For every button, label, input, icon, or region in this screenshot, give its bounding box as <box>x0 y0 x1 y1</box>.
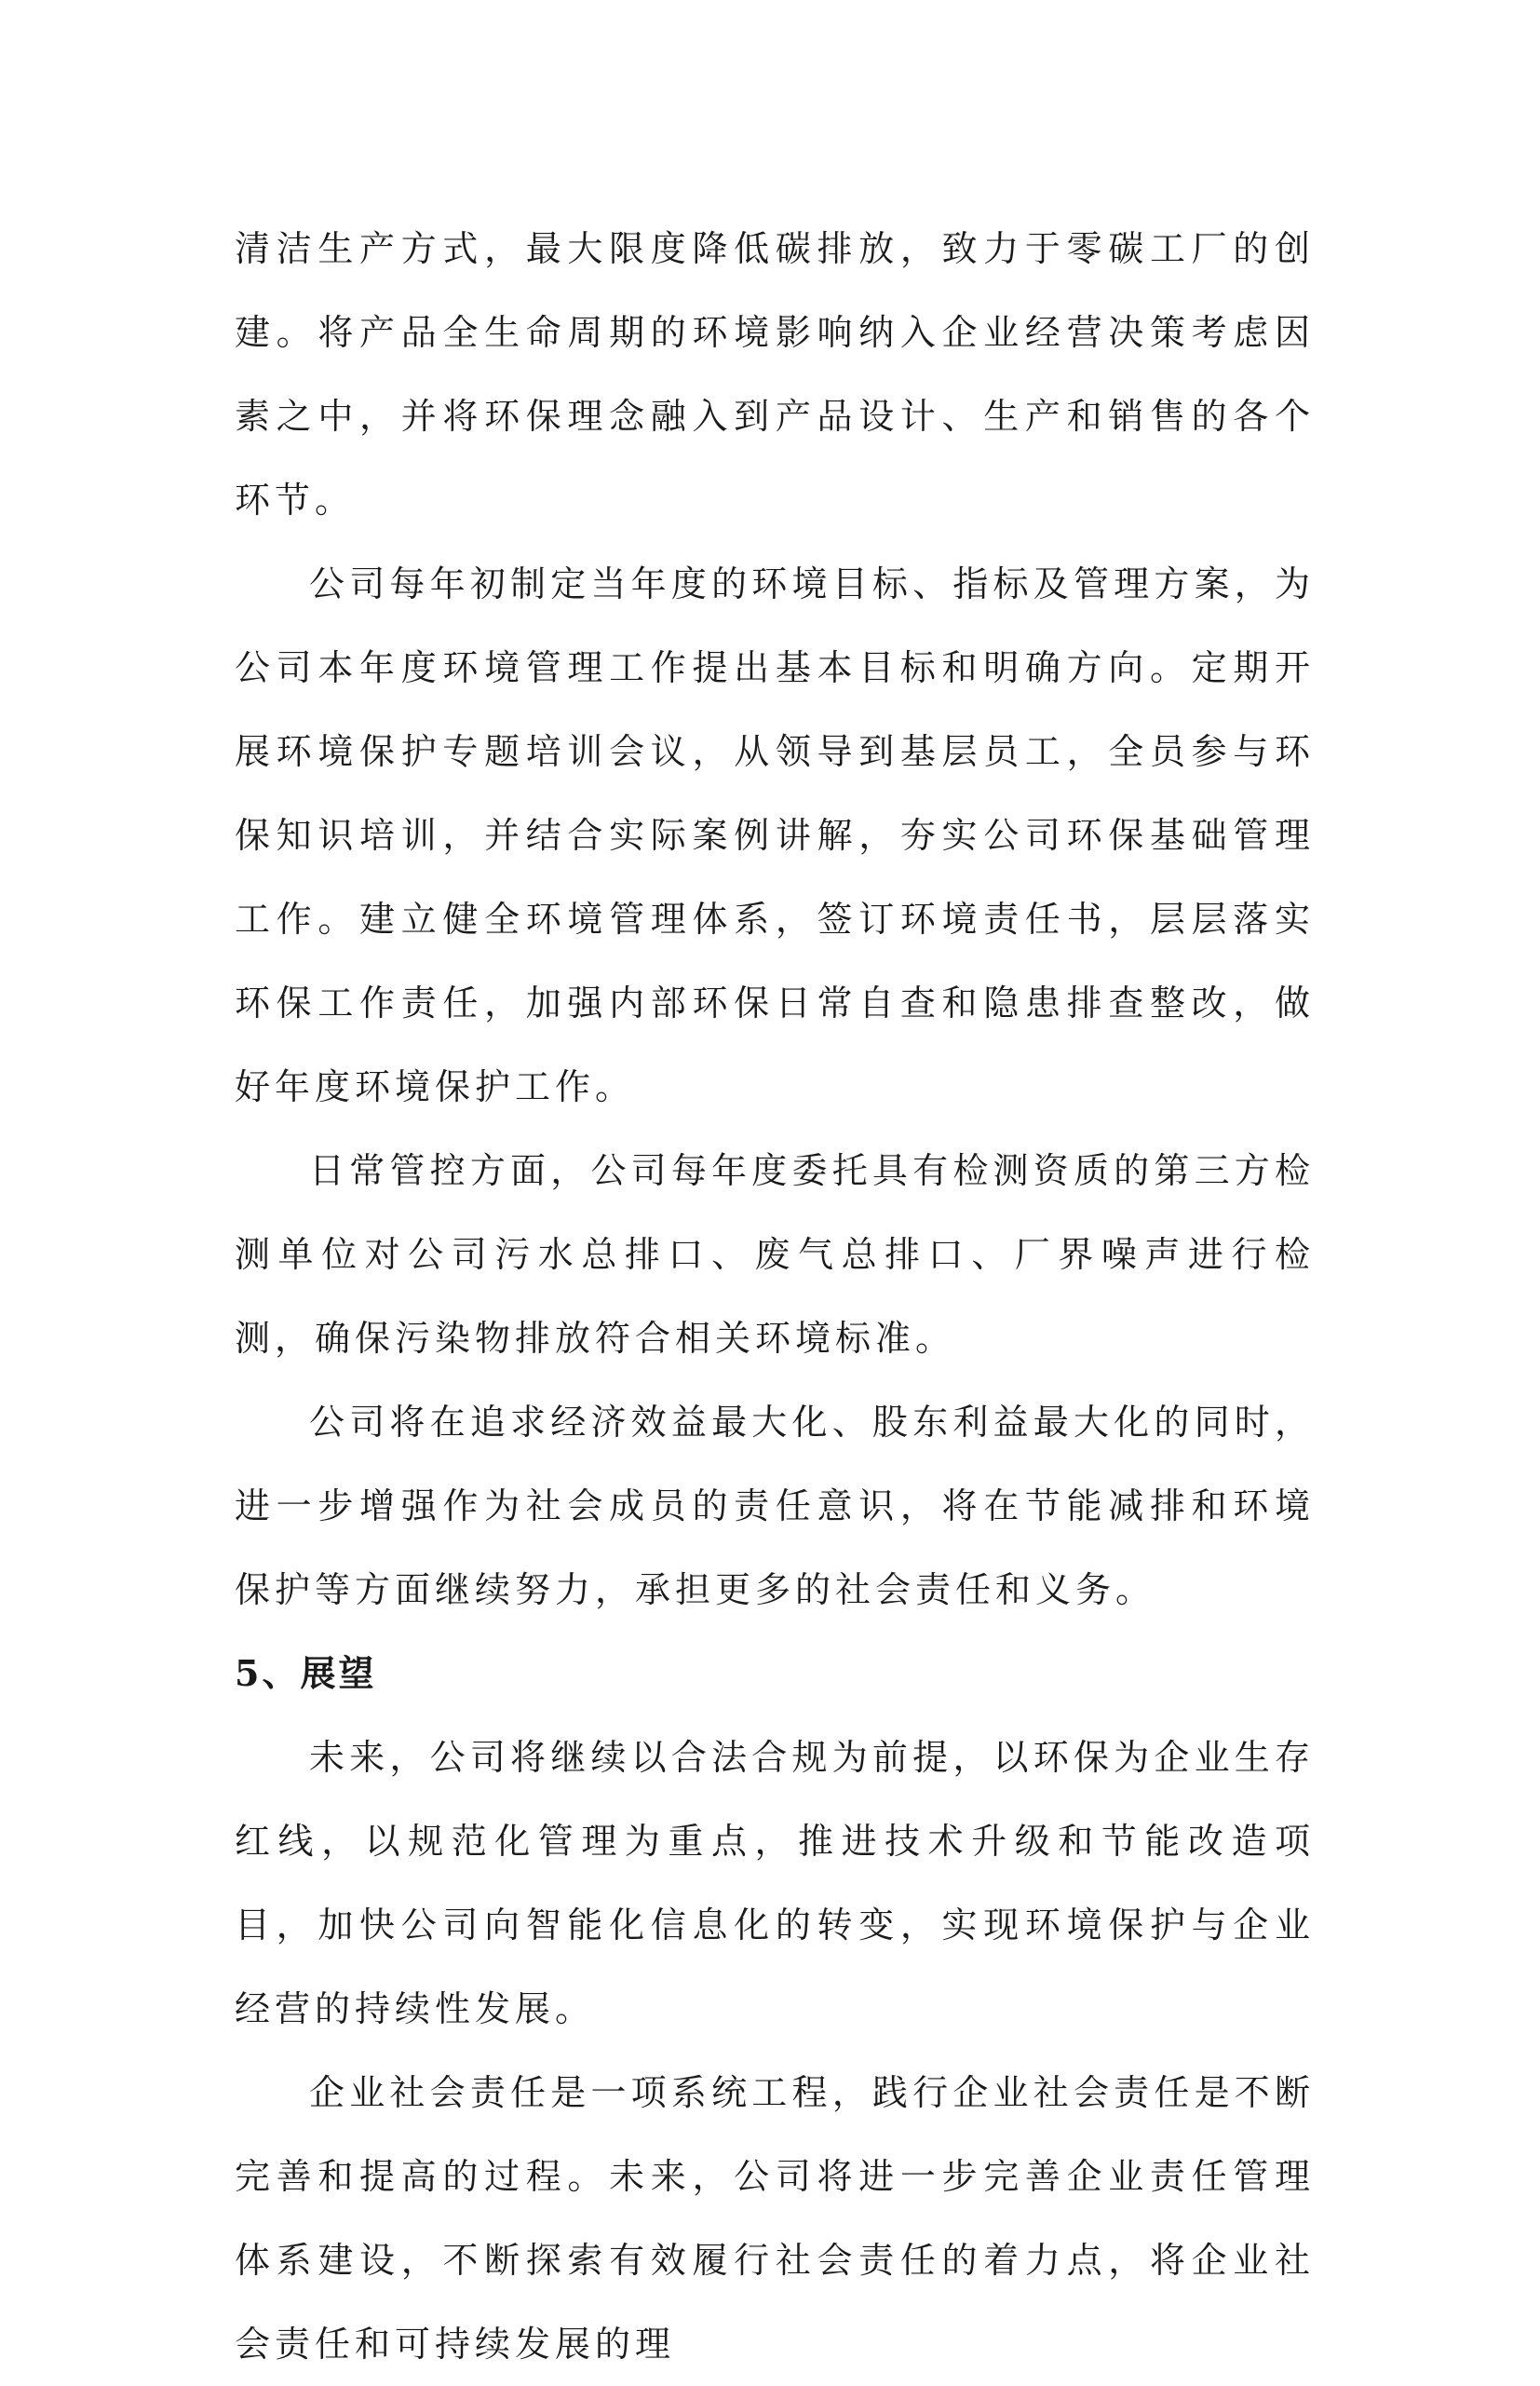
paragraph-csr-system: 企业社会责任是一项系统工程，践行企业社会责任是不断完善和提高的过程。未来，公司将进一步完善企业责任管理体系建设，不断探索有效履行社会责任的着力点，将企业社会责任和可持续发展的理 <box>235 2072 1315 2365</box>
paragraph-annual-environment-targets: 公司每年初制定当年度的环境目标、指标及管理方案，为公司本年度环境管理工作提出基本目标和明确方向。定期开展环境保护专题培训会议，从领导到基层员工，全员参与环保知识培训，并结合实际案例讲解，夯实公司环保基础管理工作。建立健全环境管理体系，签订环境责任书，层层落实环保工作责任，加强内部环保日常自查和隐患排查整改，做好年度环境保护工作。 <box>235 563 1315 1107</box>
paragraph-daily-monitoring: 日常管控方面，公司每年度委托具有检测资质的第三方检测单位对公司污水总排口、废气总排口、厂界噪声进行检测，确保污染物排放符合相关环境标准。 <box>235 1150 1315 1359</box>
section-heading-outlook: 5、展望 <box>235 1652 377 1694</box>
paragraph-clean-production: 清洁生产方式，最大限度降低碳排放，致力于零碳工厂的创建。将产品全生命周期的环境影响纳入企业经营决策考虑因素之中，并将环保理念融入到产品设计、生产和销售的各个环节。 <box>235 228 1315 521</box>
paragraph-future-development: 未来，公司将继续以合法合规为前提，以环保为企业生存红线，以规范化管理为重点，推进技术升级和节能改造项目，加快公司向智能化信息化的转变，实现环境保护与企业经营的持续性发展。 <box>235 1737 1315 2029</box>
paragraph-social-responsibility-commitment: 公司将在追求经济效益最大化、股东利益最大化的同时，进一步增强作为社会成员的责任意识，将在节能减排和环境保护等方面继续努力，承担更多的社会责任和义务。 <box>235 1402 1315 1610</box>
document-body <box>235 207 1315 2386</box>
